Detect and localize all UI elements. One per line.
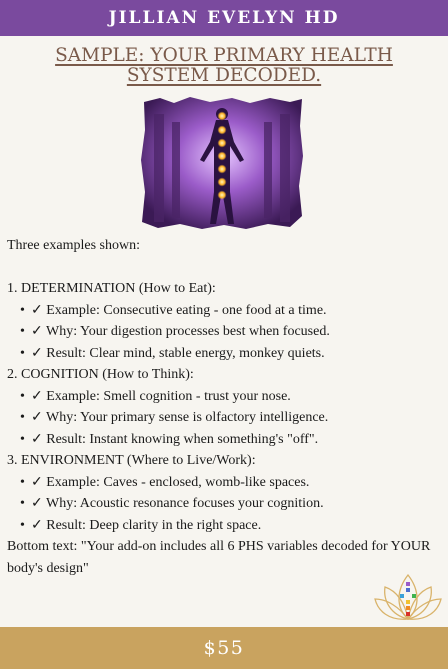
section-heading: 2. COGNITION (How to Think): bbox=[7, 367, 194, 382]
intro-text: Three examples shown: bbox=[7, 238, 140, 253]
main-content bbox=[7, 235, 447, 579]
section-heading: 3. ENVIRONMENT (Where to Live/Work): bbox=[7, 453, 256, 468]
list-item: • ✓ Result: Instant knowing when something's "off". bbox=[7, 429, 447, 451]
list-item: • ✓ Result: Deep clarity in the right space. bbox=[7, 515, 447, 537]
section-list bbox=[7, 472, 447, 537]
list-item: • ✓ Why: Acoustic resonance focuses your cognition. bbox=[7, 493, 447, 515]
bottom-text: Bottom text: "Your add-on includes all 6 PHS variables decoded for YOUR body's design" bbox=[7, 539, 431, 576]
section-list bbox=[7, 300, 447, 365]
title-line-1: SAMPLE: YOUR PRIMARY HEALTH bbox=[55, 45, 393, 66]
list-item: • ✓ Example: Consecutive eating - one food at a time. bbox=[7, 300, 447, 322]
section-heading: 1. DETERMINATION (How to Eat): bbox=[7, 281, 216, 296]
list-item: • ✓ Result: Clear mind, stable energy, monkey quiets. bbox=[7, 343, 447, 365]
title-line-2: SYSTEM DECODED. bbox=[126, 65, 322, 86]
chakra-figure-illustration bbox=[140, 96, 304, 230]
page-title bbox=[0, 46, 448, 86]
list-item: • ✓ Example: Smell cognition - trust your nose. bbox=[7, 386, 447, 408]
list-item: • ✓ Why: Your digestion processes best when focused. bbox=[7, 321, 447, 343]
brand-name: JILLIAN EVELYN HD bbox=[108, 8, 340, 28]
list-item: • ✓ Example: Caves - enclosed, womb-like spaces. bbox=[7, 472, 447, 494]
lotus-logo-icon bbox=[373, 567, 443, 625]
header-bar bbox=[0, 0, 448, 36]
price-bar bbox=[0, 627, 448, 669]
list-item: • ✓ Why: Your primary sense is olfactory intelligence. bbox=[7, 407, 447, 429]
price-label: $55 bbox=[203, 637, 245, 659]
section-list bbox=[7, 386, 447, 451]
